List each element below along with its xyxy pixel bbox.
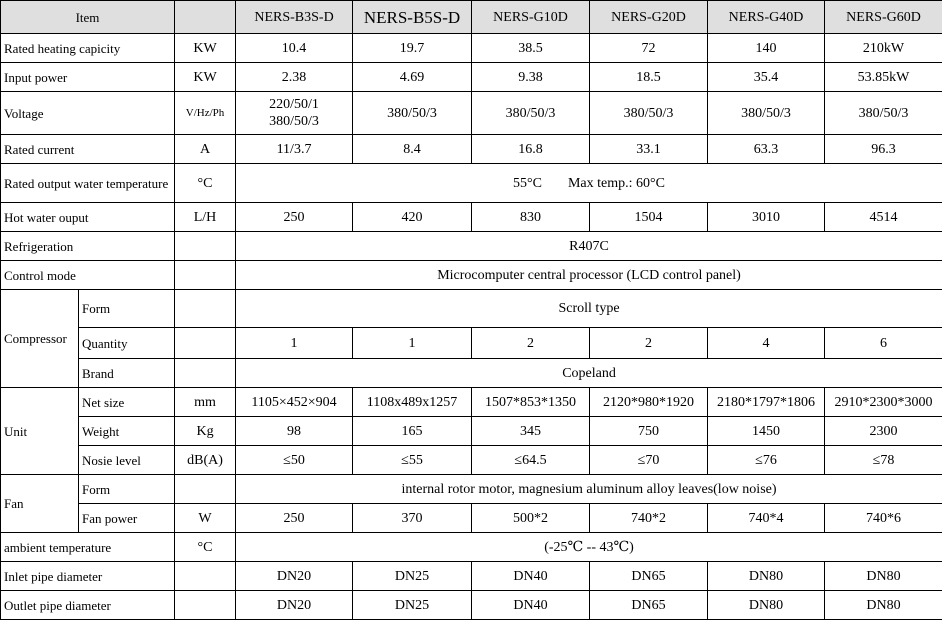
header-model: NERS-B3S-D (236, 1, 353, 34)
cell-value: 4514 (825, 203, 942, 232)
table-row (1, 475, 942, 504)
cell-value: 1450 (708, 417, 825, 446)
cell-value: 3010 (708, 203, 825, 232)
header-row (1, 1, 942, 34)
cell-value: 2910*2300*3000 (825, 388, 942, 417)
table-row (1, 290, 942, 328)
cell-value: ≤50 (236, 446, 353, 475)
row-label: Inlet pipe diameter (1, 562, 175, 591)
row-label: Brand (79, 359, 175, 388)
header-model: NERS-G10D (472, 1, 590, 34)
cell-value: 250 (236, 504, 353, 533)
header-model: NERS-B5S-D (353, 1, 472, 34)
cell-value: 345 (472, 417, 590, 446)
row-label: Rated output water temperature (1, 164, 175, 203)
cell-value: 830 (472, 203, 590, 232)
cell-value: 1507*853*1350 (472, 388, 590, 417)
cell-value: 38.5 (472, 34, 590, 63)
table-row (1, 164, 942, 203)
row-unit-blank (175, 475, 236, 504)
row-unit: A (175, 135, 236, 164)
row-label: Fan power (79, 504, 175, 533)
cell-value: 19.7 (353, 34, 472, 63)
header-unit-blank (175, 1, 236, 34)
cell-value: ≤70 (590, 446, 708, 475)
table-row (1, 562, 942, 591)
row-unit: Kg (175, 417, 236, 446)
group-label-fan: Fan (1, 475, 79, 533)
row-unit-blank (175, 562, 236, 591)
cell-value: 96.3 (825, 135, 942, 164)
cell-value: 380/50/3 (590, 92, 708, 135)
cell-value: 380/50/3 (353, 92, 472, 135)
row-label: Weight (79, 417, 175, 446)
cell-value-merged: Copeland (236, 359, 942, 388)
cell-value: 2300 (825, 417, 942, 446)
cell-value: DN25 (353, 591, 472, 620)
cell-value: 2 (472, 328, 590, 359)
table-row (1, 232, 942, 261)
cell-value: 4.69 (353, 63, 472, 92)
cell-value-merged: Scroll type (236, 290, 942, 328)
cell-value: 740*2 (590, 504, 708, 533)
cell-value: 500*2 (472, 504, 590, 533)
row-unit-blank (175, 328, 236, 359)
table-row (1, 388, 942, 417)
cell-value: 72 (590, 34, 708, 63)
row-label: Control mode (1, 261, 175, 290)
cell-value: 33.1 (590, 135, 708, 164)
table-row (1, 92, 942, 135)
row-label: Hot water ouput (1, 203, 175, 232)
cell-value: 18.5 (590, 63, 708, 92)
cell-value: 140 (708, 34, 825, 63)
cell-value: 2.38 (236, 63, 353, 92)
cell-value: 740*4 (708, 504, 825, 533)
cell-value: 420 (353, 203, 472, 232)
cell-value: 11/3.7 (236, 135, 353, 164)
row-label: Form (79, 290, 175, 328)
row-unit-blank (175, 232, 236, 261)
row-unit: KW (175, 34, 236, 63)
row-unit-blank (175, 290, 236, 328)
cell-value-merged: internal rotor motor, magnesium aluminum alloy leaves(low noise) (236, 475, 942, 504)
row-label: Nosie level (79, 446, 175, 475)
cell-value-merged: R407C (236, 232, 942, 261)
cell-value: 1504 (590, 203, 708, 232)
cell-value: 53.85kW (825, 63, 942, 92)
table-row (1, 533, 942, 562)
cell-value: 98 (236, 417, 353, 446)
header-item: Item (1, 1, 175, 34)
row-unit: °C (175, 164, 236, 203)
row-label: Rated heating capicity (1, 34, 175, 63)
cell-value: 370 (353, 504, 472, 533)
cell-value: DN40 (472, 591, 590, 620)
table-row (1, 63, 942, 92)
cell-value: 740*6 (825, 504, 942, 533)
row-label: Refrigeration (1, 232, 175, 261)
cell-value-merged (236, 164, 942, 203)
cell-value: 4 (708, 328, 825, 359)
cell-value: DN20 (236, 591, 353, 620)
cell-value: 210kW (825, 34, 942, 63)
table-row (1, 504, 942, 533)
cell-value: 35.4 (708, 63, 825, 92)
cell-value: 6 (825, 328, 942, 359)
group-label-compressor: Compressor (1, 290, 79, 388)
cell-value: 1 (353, 328, 472, 359)
cell-value: DN25 (353, 562, 472, 591)
cell-value: DN65 (590, 562, 708, 591)
row-unit-blank (175, 591, 236, 620)
table-row (1, 417, 942, 446)
cell-value: 1108x489x1257 (353, 388, 472, 417)
row-label: Quantity (79, 328, 175, 359)
cell-value: 380/50/3 (708, 92, 825, 135)
cell-value: DN65 (590, 591, 708, 620)
cell-value: DN80 (708, 591, 825, 620)
row-label: Rated current (1, 135, 175, 164)
cell-value: 2 (590, 328, 708, 359)
cell-value: 2120*980*1920 (590, 388, 708, 417)
row-label: ambient temperature (1, 533, 175, 562)
cell-value: 250 (236, 203, 353, 232)
cell-value: ≤64.5 (472, 446, 590, 475)
header-model: NERS-G20D (590, 1, 708, 34)
cell-value: 750 (590, 417, 708, 446)
cell-value: DN20 (236, 562, 353, 591)
voltage-line: 220/50/1 (269, 97, 319, 112)
cell-value: 1105×452×904 (236, 388, 353, 417)
row-unit: dB(A) (175, 446, 236, 475)
table-row (1, 261, 942, 290)
table-row (1, 446, 942, 475)
row-unit: °C (175, 533, 236, 562)
outlet-temp-max: Max temp.: 60°C (567, 175, 665, 191)
cell-value: 63.3 (708, 135, 825, 164)
cell-value: 8.4 (353, 135, 472, 164)
table-row (1, 359, 942, 388)
table-row (1, 34, 942, 63)
cell-value-merged: (-25℃ -- 43℃) (236, 533, 942, 562)
cell-value: ≤55 (353, 446, 472, 475)
row-label: Form (79, 475, 175, 504)
table-row (1, 203, 942, 232)
row-unit: KW (175, 63, 236, 92)
cell-value: 16.8 (472, 135, 590, 164)
cell-value: DN80 (825, 591, 942, 620)
row-label: Net size (79, 388, 175, 417)
row-unit-blank (175, 261, 236, 290)
cell-value: 165 (353, 417, 472, 446)
outlet-temp-value: 55°C (513, 175, 542, 191)
cell-value: 9.38 (472, 63, 590, 92)
group-label-unit: Unit (1, 388, 79, 475)
cell-value: ≤78 (825, 446, 942, 475)
table-row (1, 591, 942, 620)
cell-value: 380/50/3 (825, 92, 942, 135)
cell-value: 2180*1797*1806 (708, 388, 825, 417)
header-model: NERS-G40D (708, 1, 825, 34)
cell-value: DN80 (825, 562, 942, 591)
row-unit: L/H (175, 203, 236, 232)
cell-value: 380/50/3 (472, 92, 590, 135)
row-unit: V/Hz/Ph (175, 92, 236, 135)
cell-value: 10.4 (236, 34, 353, 63)
cell-value: ≤76 (708, 446, 825, 475)
row-unit-blank (175, 359, 236, 388)
table-row (1, 328, 942, 359)
cell-value: 1 (236, 328, 353, 359)
row-label: Voltage (1, 92, 175, 135)
cell-value: DN40 (472, 562, 590, 591)
row-unit: W (175, 504, 236, 533)
row-unit: mm (175, 388, 236, 417)
header-model: NERS-G60D (825, 1, 942, 34)
row-label: Outlet pipe diameter (1, 591, 175, 620)
table-row (1, 135, 942, 164)
row-label: Input power (1, 63, 175, 92)
cell-value: DN80 (708, 562, 825, 591)
cell-value (236, 92, 353, 135)
cell-value-merged: Microcomputer central processor (LCD control panel) (236, 261, 942, 290)
voltage-line: 380/50/3 (269, 114, 319, 129)
